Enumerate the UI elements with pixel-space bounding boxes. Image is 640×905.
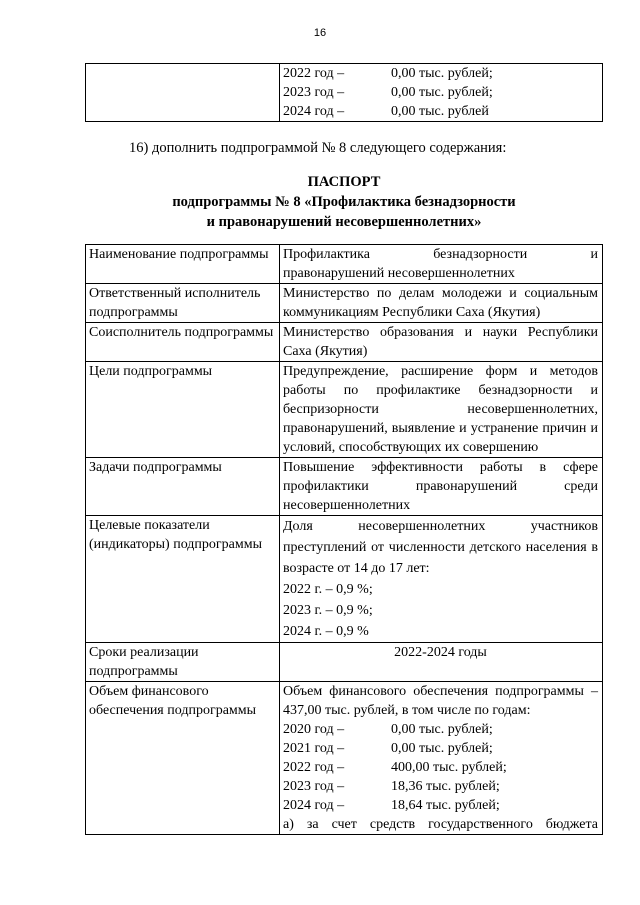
finance-amount: 0,00 тыс. рублей; [391, 741, 493, 756]
row-label: Задачи подпрограммы [86, 458, 280, 516]
indicator-line: 2023 г. – 0,9 %; [283, 603, 373, 618]
finance-line [283, 796, 598, 815]
finance-year: 2023 год – [283, 85, 345, 100]
table-row [86, 643, 603, 682]
finance-line [283, 777, 598, 796]
table-row [86, 458, 603, 516]
title-line-1: ПАСПОРТ [307, 174, 381, 190]
finance-year: 2022 год – [283, 760, 345, 775]
finance-line [283, 720, 598, 739]
table-row [86, 362, 603, 458]
indicator-intro: Доля несовершеннолетних участников преступлений от численности детского населения в возрасте от 14 до 17 лет: [283, 519, 598, 576]
finance-year: 2020 год – [283, 722, 345, 737]
row-label: Целевые показатели (индикаторы) подпрограммы [86, 516, 280, 643]
finance-year: 2021 год – [283, 741, 345, 756]
row-value [280, 682, 603, 835]
finance-amount: 18,36 тыс. рублей; [391, 779, 500, 794]
finance-year: 2024 год – [283, 798, 345, 813]
value-line: Профилактика безнадзорности и [283, 247, 598, 262]
row-value: Министерство образования и науки Республики Саха (Якутия) [280, 323, 603, 362]
finance-tail: а) за счет средств государственного бюджета [283, 817, 598, 832]
row-label: Объем финансового обеспечения подпрограммы [86, 682, 280, 835]
finance-intro: Объем финансового обеспечения подпрограммы – 437,00 тыс. рублей, в том числе по годам: [283, 684, 598, 718]
finance-amount: 0,00 тыс. рублей [391, 104, 489, 119]
row-value [280, 245, 603, 284]
row-label: Ответственный исполнитель подпрограммы [86, 284, 280, 323]
finance-amount: 0,00 тыс. рублей; [391, 722, 493, 737]
row-label: Цели подпрограммы [86, 362, 280, 458]
row-value: Предупреждение, расширение форм и методов работы по профилактике безнадзорности и беспризорности несовершеннолетних, правонарушений, выявление и устранение причин и условий, способствующих их совершению [280, 362, 603, 458]
finance-year: 2022 год – [283, 66, 345, 81]
row-label: Соисполнитель подпрограммы [86, 323, 280, 362]
finance-line [283, 102, 598, 121]
finance-line [283, 758, 598, 777]
indicator-line: 2024 г. – 0,9 % [283, 624, 369, 639]
finance-line [283, 83, 598, 102]
finance-amount: 0,00 тыс. рублей; [391, 85, 493, 100]
finance-values-cell [280, 64, 603, 122]
row-value: 2022-2024 годы [280, 643, 603, 682]
row-value [280, 516, 603, 643]
continued-finance-table [85, 63, 603, 122]
page-number: 16 [313, 27, 327, 39]
row-label: Наименование подпрограммы [86, 245, 280, 284]
table-row [86, 245, 603, 284]
row-value: Повышение эффективности работы в сфере профилактики правонарушений среди несовершеннолетних [280, 458, 603, 516]
finance-amount: 0,00 тыс. рублей; [391, 66, 493, 81]
table-row [86, 682, 603, 835]
empty-label-cell [86, 64, 280, 122]
finance-line [283, 64, 598, 83]
amendment-text: 16) дополнить подпрограммой № 8 следующего содержания: [129, 140, 507, 156]
finance-amount: 400,00 тыс. рублей; [391, 760, 507, 775]
table-row [86, 323, 603, 362]
finance-amount: 18,64 тыс. рублей; [391, 798, 500, 813]
title-line-3: и правонарушений несовершеннолетних» [206, 214, 482, 230]
finance-line [283, 739, 598, 758]
value-line: правонарушений несовершеннолетних [283, 266, 515, 281]
table-row [86, 64, 603, 122]
table-row [86, 516, 603, 643]
passport-table [85, 244, 603, 835]
row-value: Министерство по делам молодежи и социальным коммуникациям Республики Саха (Якутия) [280, 284, 603, 323]
table-row [86, 284, 603, 323]
row-label: Сроки реализации подпрограммы [86, 643, 280, 682]
finance-year: 2024 год – [283, 104, 345, 119]
finance-year: 2023 год – [283, 779, 345, 794]
title-line-2: подпрограммы № 8 «Профилактика безнадзорности [172, 194, 516, 210]
indicator-line: 2022 г. – 0,9 %; [283, 582, 373, 597]
